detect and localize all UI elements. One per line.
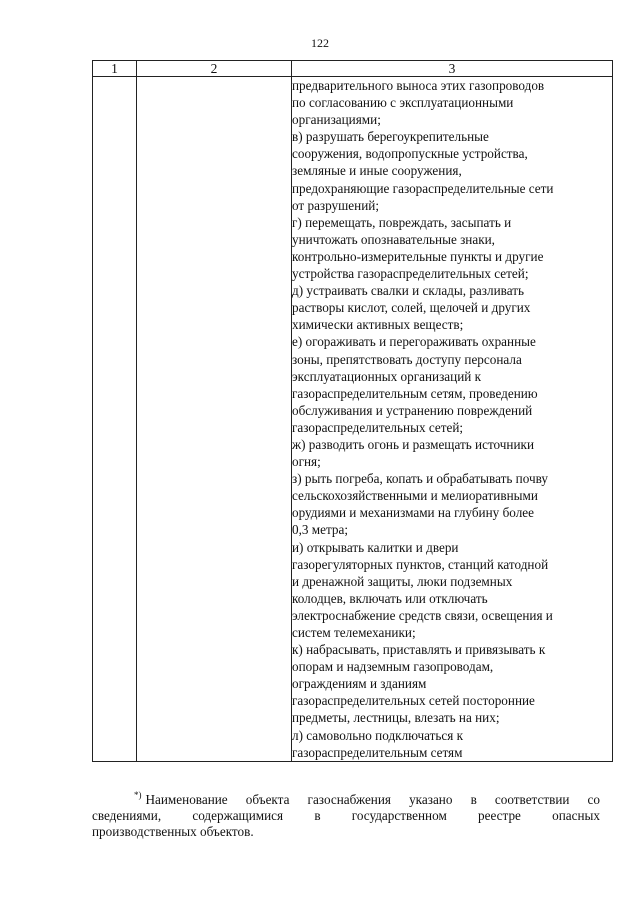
text-line: предохраняющие газораспределительные сети: [292, 180, 554, 196]
text-line: е) огораживать и перегораживать охранные: [292, 334, 536, 350]
footnote-marker: *): [134, 790, 142, 800]
document-table: [92, 60, 613, 762]
text-line: орудиями и механизмами на глубину более: [292, 505, 534, 521]
text-line: опорам и надземным газопроводам,: [292, 659, 494, 675]
table-header-row: [93, 61, 613, 77]
column-header-2: 2: [137, 61, 292, 77]
text-line: з) рыть погреба, копать и обрабатывать почву: [292, 471, 548, 487]
column-1-cell: [93, 77, 137, 762]
column-2-cell: [137, 77, 292, 762]
text-line: к) набрасывать, приставлять и привязывать к: [292, 642, 546, 658]
footnote-text-1: Наименование объекта газоснабжения указано в соответствии со: [145, 792, 600, 807]
text-line: уничтожать опознавательные знаки,: [292, 231, 495, 247]
text-line: газораспределительных сетей посторонние: [292, 693, 535, 709]
text-line: л) самовольно подключаться к: [292, 727, 464, 743]
text-line: эксплуатационных организаций к: [292, 368, 482, 384]
text-line: колодцев, включать или отключать: [292, 590, 488, 606]
text-line: газорегуляторных пунктов, станций катодной: [292, 556, 549, 572]
text-line: газораспределительным сетям, проведению: [292, 385, 538, 401]
text-line: от разрушений;: [292, 197, 379, 213]
footnote-line-1: [92, 787, 600, 808]
text-line: химически активных веществ;: [292, 317, 464, 333]
footnote: [92, 787, 600, 840]
page-number: 122: [311, 36, 329, 50]
text-line: электроснабжение средств связи, освещения и: [292, 607, 553, 623]
text-line: и) открывать калитки и двери: [292, 539, 459, 555]
footnote-line-2: сведениями, содержащимися в государственном реестре опасных: [92, 808, 600, 823]
text-line: и дренажной защиты, люки подземных: [292, 573, 513, 589]
text-line: газораспределительным сетям: [292, 744, 463, 760]
text-line: огня;: [292, 454, 321, 470]
footnote-line-3: производственных объектов.: [92, 824, 254, 839]
text-line: по согласованию с эксплуатационными: [292, 95, 514, 111]
text-line: систем телемеханики;: [292, 625, 416, 640]
text-line: сельскохозяйственными и мелиоративными: [292, 488, 538, 504]
text-line: предварительного выноса этих газопроводов: [292, 78, 545, 93]
text-line: ж) разводить огонь и размещать источники: [292, 436, 535, 452]
column-3-cell: [292, 77, 613, 762]
text-line: д) устраивать свалки и склады, разливать: [292, 283, 524, 299]
text-line: организациями;: [292, 112, 381, 128]
column-header-3: 3: [292, 61, 613, 77]
text-line: 0,3 метра;: [292, 522, 349, 538]
text-line: сооружения, водопропускные устройства,: [292, 146, 528, 162]
text-line: обслуживания и устранению повреждений: [292, 402, 533, 418]
column-header-1: 1: [93, 61, 137, 77]
text-line: устройства газораспределительных сетей;: [292, 266, 529, 282]
text-line: зоны, препятствовать доступу персонала: [292, 351, 522, 367]
text-line: ограждениям и зданиям: [292, 676, 427, 692]
text-line: г) перемещать, повреждать, засыпать и: [292, 214, 512, 230]
table-row: [93, 77, 613, 762]
text-line: предметы, лестницы, влезать на них;: [292, 710, 500, 726]
text-line: газораспределительных сетей;: [292, 419, 464, 435]
text-line: в) разрушать берегоукрепительные: [292, 129, 489, 145]
text-line: земляные и иные сооружения,: [292, 163, 462, 179]
text-line: растворы кислот, солей, щелочей и других: [292, 300, 531, 316]
text-line: контрольно-измерительные пункты и другие: [292, 248, 544, 264]
